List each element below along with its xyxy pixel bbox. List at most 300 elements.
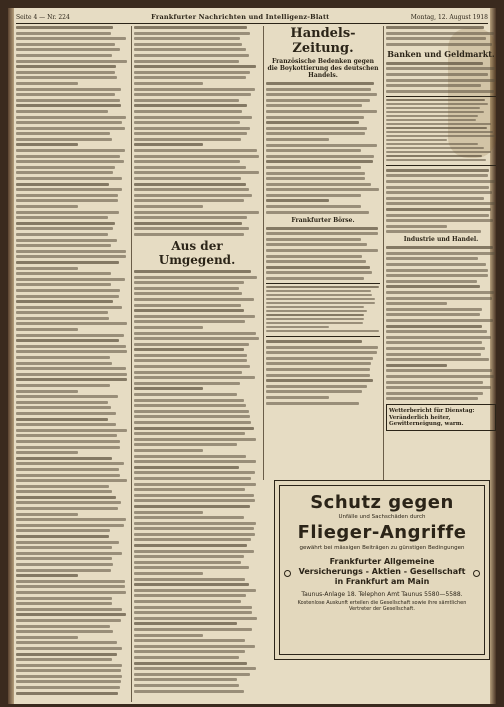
text-line [134,466,239,469]
text-line [134,516,244,519]
text-line [16,48,120,51]
text-line [16,188,122,191]
article-headline: Französische Bedenken gegen die Boykottierung des deutschen Handels. [267,58,379,79]
text-line [134,166,246,169]
text-line [386,252,495,255]
text-line [134,622,237,625]
text-line [266,166,361,169]
text-line [266,99,370,102]
ad-address: Taunus-Anlage 18. Telephon Amt Taunus 5580—5588. [301,591,463,598]
ad-note: Kostenlose Auskunft erteilen die Gesellschaft sowie ihre sämtlichen Vertreter der Gesellschaft. [297,600,467,612]
text-line [16,597,112,600]
text-line [134,348,244,351]
column-1 [16,26,128,697]
text-line [16,518,126,521]
text-line [386,67,495,70]
text-line [386,107,480,109]
text-line [134,171,259,174]
text-line [134,183,246,186]
text-line [16,283,111,286]
text-line [16,658,112,661]
text-line [266,326,329,328]
text-line [134,88,255,91]
text-line [266,183,371,186]
text-line [386,263,486,266]
text-line [16,199,118,202]
text-line [266,82,374,85]
text-line [134,343,249,346]
text-line [134,320,245,323]
text-line [386,37,486,40]
text-line [16,362,112,365]
text-line [16,535,109,538]
text-line [134,611,252,614]
text-line [134,32,250,35]
text-line [266,271,372,274]
text-line [134,222,242,225]
text-line [16,373,127,376]
text-line [16,429,127,432]
section-title-banken: Banken und Geldmarkt. [387,48,495,59]
text-line [16,563,113,566]
text-line [134,432,245,435]
text-line [386,174,488,177]
text-line [134,43,242,46]
text-line [134,155,259,158]
text-line [386,43,492,46]
text-line [16,602,112,605]
text-line [266,160,373,163]
text-line [266,368,370,371]
text-line [266,266,370,269]
text-line [16,653,117,656]
text-line [134,511,203,514]
text-line [16,356,110,359]
text-line [16,569,111,572]
text-line [266,396,329,399]
header-masthead: Frankfurter Nachrichten und Intelligenz-Blatt [151,13,330,21]
text-line [16,216,108,219]
text-line [134,354,247,357]
text-line [16,339,119,342]
text-line [134,93,251,96]
text-line [134,143,203,146]
text-line [134,71,250,74]
text-line [386,302,447,305]
text-line [134,589,256,592]
text-line [16,468,119,471]
text-line [134,26,247,29]
text-line [386,230,481,233]
text-line [134,690,244,693]
text-line [134,216,247,219]
text-line [386,280,477,283]
text-line [16,451,78,454]
text-line [16,60,127,63]
text-line [266,362,371,365]
text-line [266,238,361,241]
text-line [134,393,237,396]
text-line [16,261,119,264]
text-line [266,232,378,235]
text-line [134,233,244,236]
text-line [16,686,120,689]
text-line [386,202,495,205]
text-line [134,99,239,102]
text-line [386,123,491,125]
text-line [266,172,365,175]
text-line [134,199,244,202]
text-line [16,93,115,96]
text-line [16,171,113,174]
header-page-number: Seite 4 — Nr. 224 [16,13,70,21]
text-line [16,501,121,504]
text-line [16,160,124,163]
text-line [386,62,483,65]
text-line [386,225,447,228]
text-line [16,591,126,594]
section-title-umgegend: Aus der Umgegend. [158,238,236,267]
text-line [386,103,488,105]
text-line [16,71,115,74]
column-3 [266,26,380,407]
text-line [266,340,362,343]
text-line [266,211,369,214]
text-line [386,99,485,101]
text-line [16,692,118,695]
text-line [16,496,116,499]
text-line [16,434,117,437]
text-line [386,291,494,294]
text-line [16,423,116,426]
text-line [134,116,252,119]
text-line [134,533,255,536]
text-line [134,555,244,558]
text-line [386,375,494,378]
text-line [266,385,367,388]
section-title-handels: Handels-Zeitung. [290,26,356,56]
text-line [134,281,244,284]
text-line [16,524,124,527]
text-line [16,619,121,622]
text-line [134,628,252,631]
text-line [386,269,488,272]
text-line [16,65,116,68]
text-line [16,395,118,398]
text-line [134,639,245,642]
column-rule [383,26,384,480]
text-line [16,227,113,230]
text-line [134,376,255,379]
text-line [134,160,240,163]
text-line [16,183,109,186]
text-line [16,513,78,516]
text-line [16,250,126,253]
text-line [134,410,249,413]
text-line [386,159,486,161]
text-line [386,26,484,29]
text-line [266,249,378,252]
text-line [386,197,484,200]
text-line [386,79,495,82]
text-line [16,406,111,409]
text-line [16,507,118,510]
text-line [134,471,255,474]
header-date: Montag, 12. August 1918 [410,13,488,21]
text-line [16,625,110,628]
text-line [16,613,126,616]
text-line [134,583,249,586]
text-line [16,557,112,560]
text-line [134,561,241,564]
text-line [16,26,113,29]
text-line [16,462,124,465]
text-line [386,186,489,189]
text-line [134,326,203,329]
text-line [266,205,361,208]
text-line [16,328,78,331]
newspaper-page [8,8,496,704]
text-line [386,111,484,113]
text-line [134,54,249,57]
text-line [134,60,239,63]
quotation-table [266,283,380,337]
text-line [266,322,363,324]
text-line [134,656,239,659]
text-line [134,177,241,180]
text-line [134,566,249,569]
text-line [16,317,109,320]
text-line [134,309,244,312]
text-line [134,606,252,609]
text-line [16,585,125,588]
ad-subline: Unfälle und Sachschäden durch [338,514,426,520]
article-headline-boerse: Frankfurter Börse. [291,216,355,224]
text-line [16,104,121,107]
text-line [16,88,121,91]
ad-company-city: in Frankfurt am Main [334,577,430,586]
text-line [134,494,254,497]
text-line [266,127,367,130]
text-line [16,110,108,113]
text-line [16,54,112,57]
text-line [386,336,491,339]
text-line [386,214,489,217]
text-line [16,194,118,197]
text-line [134,399,244,402]
text-line [386,32,494,35]
text-line [16,295,119,298]
text-line [16,636,78,639]
text-line [134,138,241,141]
text-line [16,255,126,258]
text-line [16,418,108,421]
text-line [16,278,125,281]
text-line [386,274,488,277]
text-line [134,337,259,340]
text-line [386,325,482,328]
text-line [16,334,124,337]
text-line [16,155,120,158]
text-line [16,239,117,242]
text-line [134,538,251,541]
text-line [134,188,249,191]
text-line [134,194,252,197]
text-line [134,673,250,676]
text-line [386,353,481,356]
text-line [16,289,120,292]
text-line [266,116,364,119]
text-line [16,367,126,370]
text-line [16,552,122,555]
text-line [134,449,203,452]
text-line [266,357,373,360]
text-line [266,346,378,349]
text-line [134,667,256,670]
text-line [16,546,112,549]
text-line [134,634,203,637]
text-line [386,397,478,400]
text-line [16,401,108,404]
text-line [16,608,122,611]
text-line [134,37,240,40]
text-line [134,662,247,665]
text-line [266,286,379,288]
text-line [16,127,125,130]
text-line [16,630,113,633]
text-line [16,541,119,544]
text-line [16,580,125,583]
text-line [134,421,251,424]
ad-headline-2: Flieger-Angriffe [297,522,467,543]
text-line [134,298,254,301]
text-line [266,149,361,152]
text-line [386,73,488,76]
text-line [134,427,254,430]
text-line [134,387,203,390]
ornament-icon [284,570,291,577]
text-line [386,319,493,322]
text-line [266,318,364,320]
text-line [16,244,111,247]
text-line [134,550,254,553]
text-line [266,177,365,180]
text-line [134,127,250,130]
text-line [16,138,112,141]
text-line [134,315,255,318]
text-line [266,298,375,300]
text-line [386,381,483,384]
text-line [386,392,483,395]
text-line [16,177,122,180]
text-line [16,32,111,35]
text-line [134,292,242,295]
text-line [266,330,379,332]
text-line [134,110,242,113]
column-rule [131,26,132,702]
text-line [16,121,122,124]
text-line [266,144,377,147]
text-line [266,379,373,382]
text-line [386,208,491,211]
text-line [16,446,120,449]
text-line [266,243,367,246]
text-line [134,415,250,418]
text-line [266,402,359,405]
text-line [266,104,362,107]
text-line [266,121,359,124]
text-line [134,505,250,508]
ad-headline: Schutz gegen [310,492,454,513]
text-line [134,594,246,597]
text-line [134,371,242,374]
text-line [16,574,78,577]
text-line [266,306,364,308]
text-line [386,90,494,93]
text-line [386,131,493,133]
section-title-industrie: Industrie und Handel. [403,236,479,244]
text-line [266,194,361,197]
text-line [16,272,111,275]
text-line [266,302,375,304]
text-line [386,139,447,141]
text-line [134,617,257,620]
text-line [266,155,374,158]
text-line [16,669,121,672]
text-line [16,322,127,325]
ornament-icon [473,570,480,577]
text-line [16,390,78,393]
text-line [16,490,112,493]
text-line [134,438,256,441]
text-line [134,600,241,603]
text-line [134,477,251,480]
text-line [386,341,482,344]
text-line [266,290,371,292]
text-line [266,227,378,230]
text-line [266,188,379,191]
text-line [16,641,117,644]
text-line [16,485,109,488]
text-line [16,474,120,477]
text-line [134,544,247,547]
text-line [266,310,367,312]
text-line [134,460,256,463]
text-line [386,151,491,153]
text-line [266,93,377,96]
ad-company-type: Versicherungs - Aktien - Gesellschaft [298,567,466,576]
column-2 [134,26,260,695]
rates-table [386,96,496,166]
text-line [134,578,245,581]
text-line [386,308,482,311]
text-line [386,147,484,149]
text-line [386,115,478,117]
text-line [16,205,78,208]
text-line [134,650,245,653]
text-line [134,359,247,362]
text-line [16,37,126,40]
text-line [134,332,256,335]
text-line [16,267,78,270]
text-line [386,246,493,249]
text-line [386,84,481,87]
text-line [386,143,478,145]
text-line [386,135,495,137]
text-line [16,82,78,85]
column-rule [263,26,264,480]
text-line [16,412,116,415]
